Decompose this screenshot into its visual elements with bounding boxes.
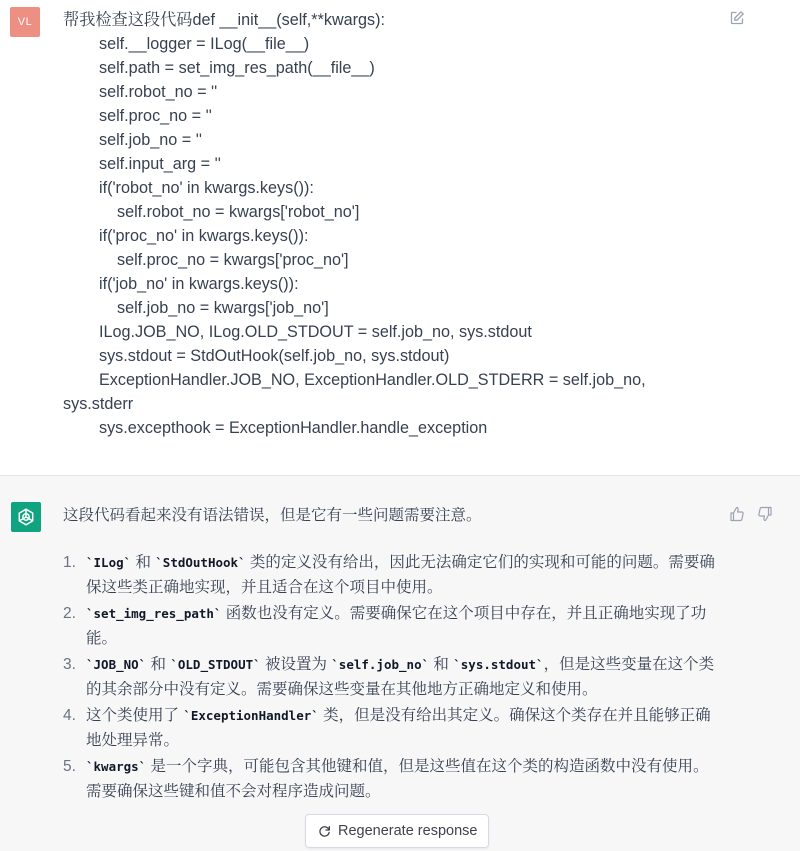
inline-code: `ILog` — [86, 555, 132, 570]
answer-item-number: 3. — [63, 656, 76, 673]
answer-text-segment: 和 — [429, 656, 454, 673]
inline-code: `ExceptionHandler` — [183, 708, 319, 723]
answer-text-segment: 这个类使用了 — [86, 707, 184, 724]
user-message-line: self.job_no = '' — [63, 131, 202, 149]
answer-item-text — [86, 601, 723, 651]
answer-text-segment: 和 — [146, 656, 171, 673]
inline-code: `kwargs` — [86, 759, 147, 774]
user-message-line: if('proc_no' in kwargs.keys()): — [63, 227, 309, 245]
answer-item-text — [86, 754, 723, 804]
refresh-icon — [318, 825, 331, 838]
answer-item-number: 5. — [63, 758, 76, 775]
user-message-line: self.job_no = kwargs['job_no'] — [63, 299, 329, 317]
assistant-message — [0, 475, 800, 851]
user-message-line: self.proc_no = kwargs['proc_no'] — [63, 251, 349, 269]
answer-text-segment: 被设置为 — [260, 656, 332, 673]
answer-item — [63, 754, 723, 804]
user-message-line: ExceptionHandler.JOB_NO, ExceptionHandler.OLD_STDERR = self.job_no, — [63, 371, 646, 389]
inline-code: `sys.stdout` — [453, 657, 544, 672]
thumbs-up-icon[interactable] — [729, 506, 745, 522]
user-message-line: self.__logger = ILog(__file__) — [63, 35, 310, 53]
answer-text-segment: 函数也没有定义。需要确保它在这个项目中存在，并且正确地实现了功能。 — [86, 605, 707, 647]
answer-item-text — [86, 550, 723, 600]
user-message-line: if('robot_no' in kwargs.keys()): — [63, 179, 314, 197]
user-message-text — [63, 8, 703, 440]
inline-code: `OLD_STDOUT` — [170, 657, 261, 672]
answer-item — [63, 550, 723, 600]
user-message-line: ILog.JOB_NO, ILog.OLD_STDOUT = self.job_no, sys.stdout — [63, 323, 532, 341]
user-message-line: sys.stdout = StdOutHook(self.job_no, sys.stdout) — [63, 347, 450, 365]
answer-list — [63, 550, 723, 805]
answer-text-segment: 类的定义没有给出，因此无法确定它们的实现和可能的问题。需要确保这些类正确地实现，并且适合在这个项目中使用。 — [86, 554, 715, 596]
answer-item-number: 4. — [63, 707, 76, 724]
answer-item-text — [86, 703, 723, 753]
answer-item-number: 1. — [63, 554, 76, 571]
inline-code: `set_img_res_path` — [86, 606, 222, 621]
user-message-line: if('job_no' in kwargs.keys()): — [63, 275, 299, 293]
answer-text-segment: 是一个字典，可能包含其他键和值，但是这些值在这个类的构造函数中没有使用。需要确保这些键和值不会对程序造成问题。 — [86, 758, 709, 800]
assistant-intro: 这段代码看起来没有语法错误，但是它有一些问题需要注意。 — [63, 507, 482, 524]
user-message-line: 帮我检查这段代码def __init__(self,**kwargs): — [63, 11, 386, 29]
answer-text-segment: 类，但是没有给出其定义。确保这个类存在并且能够正确地处理异常。 — [86, 707, 711, 749]
user-message-line: self.path = set_img_res_path(__file__) — [63, 59, 375, 77]
answer-item-text — [86, 652, 723, 702]
thumbs-down-icon[interactable] — [757, 506, 773, 522]
user-avatar: VL — [10, 7, 40, 37]
inline-code: `StdOutHook` — [155, 555, 246, 570]
user-message-line: self.proc_no = '' — [63, 107, 212, 125]
user-message-line: sys.excepthook = ExceptionHandler.handle_exception — [63, 419, 488, 437]
user-message-line: self.robot_no = kwargs['robot_no'] — [63, 203, 360, 221]
edit-icon[interactable] — [729, 10, 745, 26]
openai-logo-icon — [16, 507, 36, 527]
answer-item — [63, 652, 723, 702]
user-message-line: sys.stderr — [63, 395, 134, 413]
user-message-line: self.input_arg = '' — [63, 155, 221, 173]
answer-item — [63, 601, 723, 651]
regenerate-label: Regenerate response — [338, 823, 478, 839]
answer-text-segment: ，但是这些变量在这个类的其余部分中没有定义。需要确保这些变量在其他地方正确地定义和使用。 — [86, 656, 715, 698]
answer-item-number: 2. — [63, 605, 76, 622]
regenerate-response-button[interactable] — [305, 814, 489, 848]
answer-text-segment: 和 — [131, 554, 156, 571]
user-message-line: self.robot_no = '' — [63, 83, 218, 101]
inline-code: `self.job_no` — [331, 657, 430, 672]
answer-item — [63, 703, 723, 753]
inline-code: `JOB_NO` — [86, 657, 147, 672]
assistant-avatar — [11, 502, 41, 532]
